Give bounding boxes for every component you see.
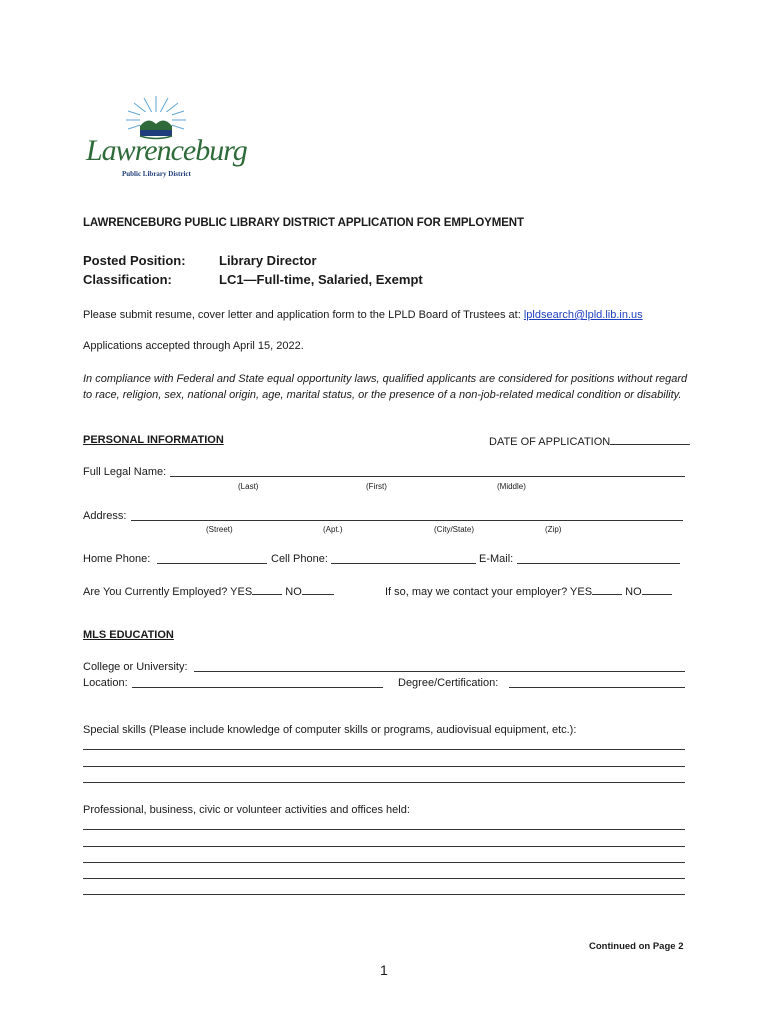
street-sublabel: (Street) (206, 525, 233, 534)
library-logo (84, 94, 247, 186)
logo-wordmark: Lawrenceburg (86, 134, 247, 167)
document-title: LAWRENCEBURG PUBLIC LIBRARY DISTRICT APPLICATION FOR EMPLOYMENT (83, 217, 524, 229)
skills-line[interactable] (83, 766, 685, 767)
classification-value: LC1—Full-time, Salaried, Exempt (219, 272, 423, 287)
employed-yes-label: Are You Currently Employed? YES (83, 586, 253, 598)
posted-position-value: Library Director (219, 253, 317, 268)
home-phone-label: Home Phone: (83, 553, 151, 565)
zip-sublabel: (Zip) (545, 525, 562, 534)
personal-info-heading: PERSONAL INFORMATION (83, 434, 224, 446)
page-number: 1 (380, 962, 388, 978)
classification-label: Classification: (83, 272, 172, 287)
email-label: E-Mail: (479, 553, 514, 565)
city-sublabel: (City/State) (434, 525, 475, 534)
skills-line[interactable] (83, 749, 685, 750)
full-name-blank[interactable] (170, 466, 685, 477)
contact-no-label: NO (625, 586, 642, 598)
location-label: Location: (83, 677, 128, 689)
posted-position-label: Posted Position: (83, 253, 186, 268)
cell-phone-blank[interactable] (331, 553, 476, 564)
last-sublabel: (Last) (238, 482, 259, 491)
employed-yes-blank[interactable] (252, 584, 282, 595)
date-of-application-field[interactable] (489, 434, 690, 448)
activities-line[interactable] (83, 862, 685, 863)
degree-label: Degree/Certification: (398, 677, 499, 689)
full-name-label: Full Legal Name: (83, 466, 167, 478)
employed-no-blank[interactable] (302, 584, 334, 595)
location-blank[interactable] (132, 677, 383, 688)
middle-sublabel: (Middle) (497, 482, 526, 491)
college-blank[interactable] (194, 661, 685, 672)
college-label: College or University: (83, 661, 188, 673)
degree-blank[interactable] (509, 677, 685, 688)
contact-yes-blank[interactable] (592, 584, 622, 595)
compliance-statement: In compliance with Federal and State equal opportunity laws, qualified applicants are considered for positions without regard to race, religion, sex, national origin, age, marital status, or the presence of a non-job-related medical condition or disability. (83, 373, 688, 401)
contact-yes-label: If so, may we contact your employer? YES (385, 586, 593, 598)
submit-instructions (83, 309, 643, 321)
first-sublabel: (First) (366, 482, 387, 491)
activities-line[interactable] (83, 829, 685, 830)
employed-question (83, 584, 334, 598)
logo-subtitle: Public Library District (122, 170, 191, 178)
address-label: Address: (83, 510, 127, 522)
continued-note: Continued on Page 2 (589, 941, 684, 952)
submit-text: Please submit resume, cover letter and application form to the LPLD Board of Trustees at: (83, 309, 521, 321)
deadline-text: Applications accepted through April 15, 2022. (83, 340, 304, 352)
date-blank[interactable] (610, 434, 690, 445)
employed-no-label: NO (285, 586, 302, 598)
apt-sublabel: (Apt.) (323, 525, 343, 534)
email-blank[interactable] (517, 553, 680, 564)
submit-email-link[interactable]: lpldsearch@lpld.lib.in.us (523, 309, 643, 321)
skills-line[interactable] (83, 782, 685, 783)
contact-no-blank[interactable] (642, 584, 672, 595)
home-phone-blank[interactable] (157, 553, 267, 564)
activities-line[interactable] (83, 878, 685, 879)
cell-phone-label: Cell Phone: (271, 553, 328, 565)
special-skills-label: Special skills (Please include knowledge of computer skills or programs, audiovisual equipment, etc.): (83, 724, 577, 736)
activities-label: Professional, business, civic or volunteer activities and offices held: (83, 804, 410, 816)
education-heading: MLS EDUCATION (83, 629, 174, 641)
address-blank[interactable] (131, 510, 683, 521)
activities-line[interactable] (83, 846, 685, 847)
activities-line[interactable] (83, 894, 685, 895)
contact-employer-question (385, 584, 672, 598)
date-label: DATE OF APPLICATION (489, 436, 611, 448)
